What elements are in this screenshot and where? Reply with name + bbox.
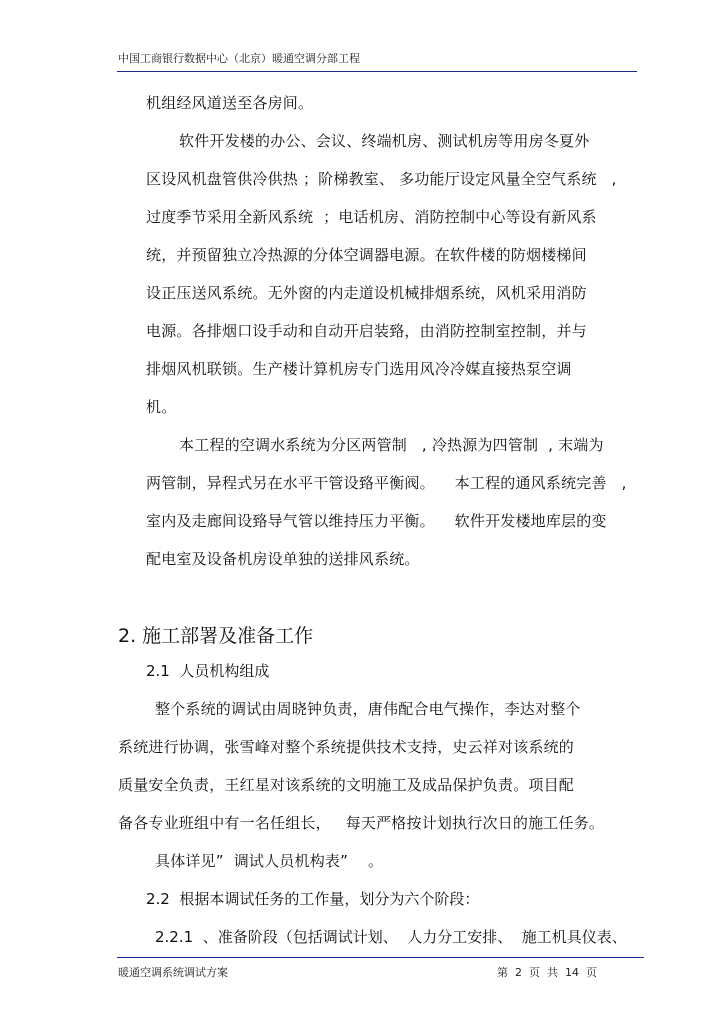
body-line: 统，并预留独立冷热源的分体空调器电源。在软件楼的防烟楼梯间 [146, 246, 587, 264]
body-line: 机组经风道送至各房间。 [146, 94, 314, 112]
body-line: 具体详见” 调试人员机构表” 。 [155, 852, 384, 870]
footer-title: 暖通空调系统调试方案 [118, 966, 228, 979]
body-line: 区设风机盘管供冷供热 ；阶梯教室、 多功能厅设定风量全空气系统 , [146, 170, 617, 188]
body-line: 配电室及设备机房设单独的送排风系统。 [146, 550, 420, 568]
subsection-heading: 2.1 人员机构组成 [146, 662, 270, 680]
body-line: 电源。各排烟口设手动和自动开启装臵，由消防控制室控制，并与 [146, 322, 587, 340]
body-line: 过度季节采用全新风系统 ；电话机房、消防控制中心等设有新风系 [146, 208, 597, 226]
body-line: 备各专业班组中有一名任组长， 每天严格按计划执行次日的施工任务。 [118, 814, 605, 832]
body-line: 机。 [146, 398, 177, 416]
body-line: 本工程的空调水系统为分区两管制 , 冷热源为四管制 , 末端为 [179, 436, 604, 454]
header-divider [117, 71, 637, 72]
body-line: 两管制，异程式另在水平干管设臵平衡阀。 本工程的通风系统完善 , [146, 474, 627, 492]
subsection-heading: 2.2.1 、准备阶段（包括调试计划、 人力分工安排、 施工机具仪表、 [155, 928, 627, 946]
page-number: 第 2 页 共 14 页 [497, 966, 597, 979]
body-line: 质量安全负责，王红星对该系统的文明施工及成品保护负责。项目配 [118, 776, 575, 794]
body-line: 排烟风机联锁。生产楼计算机房专门选用风冷冷媒直接热泵空调 [146, 360, 572, 378]
section-heading: 2. 施工部署及准备工作 [118, 625, 314, 647]
subsection-heading: 2.2 根据本调试任务的工作量，划分为六个阶段： [146, 890, 480, 908]
body-line: 系统进行协调，张雪峰对整个系统提供技术支持，史云祥对该系统的 [118, 738, 575, 756]
header-title: 中国工商银行数据中心（北京）暖通空调分部工程 [118, 52, 360, 65]
body-line: 室内及走廊间设臵导气管以维持压力平衡。 软件开发楼地库层的变 [146, 512, 607, 530]
body-line: 整个系统的调试由周晓钟负责，唐伟配合电气操作，李达对整个 [155, 700, 581, 718]
body-line: 设正压送风系统。无外窗的内走道设机械排烟系统，风机采用消防 [146, 284, 587, 302]
footer-divider [117, 957, 644, 958]
body-line: 软件开发楼的办公、会议、终端机房、测试机房等用房冬夏外 [179, 132, 590, 150]
